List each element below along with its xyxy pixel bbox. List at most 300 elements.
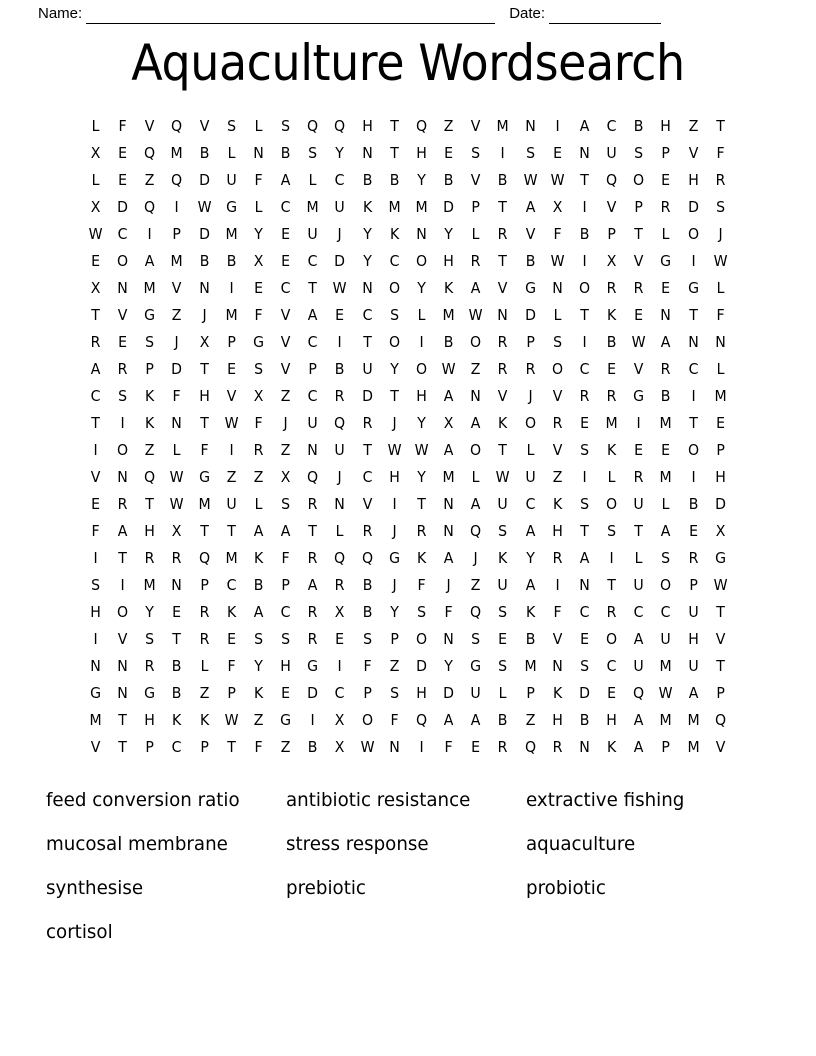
grid-letter[interactable]: R [199,630,210,648]
grid-letter[interactable]: K [525,603,535,621]
grid-letter[interactable]: U [226,171,237,189]
grid-letter[interactable]: N [198,279,210,297]
grid-letter[interactable]: T [199,414,209,432]
grid-letter[interactable]: T [308,279,318,297]
grid-letter[interactable]: V [172,279,182,297]
grid-letter[interactable]: I [582,198,587,216]
grid-letter[interactable]: R [661,198,671,216]
grid-letter[interactable]: N [416,225,427,243]
grid-letter[interactable]: X [90,144,101,162]
grid-letter[interactable]: Z [145,441,155,459]
grid-letter[interactable]: F [281,549,290,567]
grid-letter[interactable]: M [306,198,319,216]
grid-letter[interactable]: Q [714,711,726,729]
grid-letter[interactable]: H [687,171,699,189]
grid-letter[interactable]: A [471,711,481,729]
grid-letter[interactable]: X [90,279,101,297]
grid-letter[interactable]: W [468,306,483,324]
word-list-item[interactable]: mucosal membrane [46,833,228,855]
grid-letter[interactable]: M [143,279,156,297]
grid-letter[interactable]: R [498,333,508,351]
grid-letter[interactable]: E [580,414,590,432]
grid-letter[interactable]: W [441,360,456,378]
grid-letter[interactable]: A [443,441,454,459]
grid-letter[interactable]: N [443,630,455,648]
grid-letter[interactable]: V [498,387,508,405]
grid-letter[interactable]: T [580,306,589,324]
grid-letter[interactable]: W [631,333,646,351]
grid-letter[interactable]: K [498,414,508,432]
grid-letter[interactable]: W [333,279,348,297]
grid-letter[interactable]: T [498,198,508,216]
grid-letter[interactable]: V [145,117,155,135]
grid-letter[interactable]: O [470,441,482,459]
grid-letter[interactable]: E [661,441,671,459]
grid-letter[interactable]: U [362,360,373,378]
grid-letter[interactable]: I [582,468,587,486]
grid-letter[interactable]: O [687,441,699,459]
grid-letter[interactable]: Q [361,549,373,567]
grid-letter[interactable]: M [605,414,618,432]
word-list-item[interactable]: cortisol [46,921,113,943]
grid-letter[interactable]: J [473,549,478,567]
grid-letter[interactable]: T [390,144,399,162]
word-list-item[interactable]: extractive fishing [526,789,685,811]
grid-letter[interactable]: B [362,576,373,594]
grid-letter[interactable]: W [659,684,674,702]
grid-letter[interactable]: T [145,495,155,513]
grid-letter[interactable]: T [91,306,100,324]
grid-letter[interactable]: E [607,360,617,378]
grid-letter[interactable]: Q [633,684,645,702]
grid-letter[interactable]: S [715,198,725,216]
grid-letter[interactable]: B [498,171,508,189]
grid-letter[interactable]: J [446,576,451,594]
grid-letter[interactable]: B [253,576,264,594]
grid-letter[interactable]: P [308,360,318,378]
grid-letter[interactable]: D [361,387,373,405]
grid-letter[interactable]: X [335,711,345,729]
name-input-line[interactable] [86,9,495,24]
grid-letter[interactable]: P [145,360,155,378]
grid-letter[interactable]: K [145,387,155,405]
grid-letter[interactable]: E [254,279,264,297]
grid-letter[interactable]: Y [417,414,426,432]
grid-letter[interactable]: M [415,198,428,216]
grid-letter[interactable]: N [497,306,509,324]
grid-letter[interactable]: K [253,549,264,567]
grid-letter[interactable]: T [118,711,128,729]
grid-letter[interactable]: Y [335,144,345,162]
grid-letter[interactable]: I [229,441,234,459]
grid-letter[interactable]: T [362,333,372,351]
grid-letter[interactable]: V [688,144,699,162]
grid-letter[interactable]: L [254,117,263,135]
grid-letter[interactable]: I [636,414,641,432]
grid-letter[interactable]: X [715,522,726,540]
grid-letter[interactable]: O [606,630,618,648]
grid-letter[interactable]: Z [525,711,536,729]
grid-letter[interactable]: M [89,711,102,729]
grid-letter[interactable]: V [90,738,101,756]
grid-letter[interactable]: F [254,738,263,756]
grid-letter[interactable]: C [661,603,671,621]
grid-letter[interactable]: M [659,414,673,432]
grid-letter[interactable]: S [389,306,399,324]
grid-letter[interactable]: B [443,171,454,189]
grid-letter[interactable]: B [226,252,237,270]
grid-letter[interactable]: M [687,711,700,729]
grid-letter[interactable]: E [661,171,671,189]
grid-letter[interactable]: Z [389,657,400,675]
grid-letter[interactable]: R [172,549,182,567]
grid-letter[interactable]: S [145,630,155,648]
grid-letter[interactable]: S [525,144,535,162]
grid-letter[interactable]: Q [470,522,482,540]
grid-letter[interactable]: O [687,225,699,243]
grid-letter[interactable]: F [254,414,263,432]
grid-letter[interactable]: E [471,738,481,756]
grid-letter[interactable]: A [117,522,128,540]
grid-letter[interactable]: N [715,333,726,351]
grid-letter[interactable]: N [389,738,400,756]
grid-letter[interactable]: Z [471,360,481,378]
grid-letter[interactable]: J [337,468,343,486]
grid-letter[interactable]: F [444,738,453,756]
grid-letter[interactable]: R [308,549,318,567]
grid-letter[interactable]: R [308,495,318,513]
grid-letter[interactable]: K [253,684,264,702]
grid-letter[interactable]: L [526,441,535,459]
grid-letter[interactable]: P [390,630,399,648]
grid-letter[interactable]: V [280,333,291,351]
grid-letter[interactable]: O [388,279,400,297]
grid-letter[interactable]: W [224,711,239,729]
grid-letter[interactable]: U [226,495,237,513]
grid-letter[interactable]: W [387,441,402,459]
grid-letter[interactable]: U [606,144,617,162]
grid-letter[interactable]: A [280,171,291,189]
grid-letter[interactable]: I [555,117,560,135]
grid-letter[interactable]: L [227,144,236,162]
grid-letter[interactable]: B [579,225,590,243]
grid-letter[interactable]: V [634,252,644,270]
grid-letter[interactable]: Z [280,387,291,405]
grid-letter[interactable]: F [444,603,453,621]
grid-letter[interactable]: X [280,468,291,486]
grid-letter[interactable]: L [173,441,181,459]
grid-letter[interactable]: Z [226,468,237,486]
grid-letter[interactable]: R [498,225,508,243]
grid-letter[interactable]: E [281,252,291,270]
grid-letter[interactable]: N [660,306,672,324]
grid-letter[interactable]: N [579,144,590,162]
grid-letter[interactable]: R [145,657,155,675]
grid-letter[interactable]: M [170,144,184,162]
grid-letter[interactable]: I [120,414,125,432]
grid-letter[interactable]: E [498,630,508,648]
grid-letter[interactable]: V [552,441,563,459]
grid-letter[interactable]: R [606,387,617,405]
grid-letter[interactable]: Y [145,603,155,621]
grid-letter[interactable]: H [361,117,373,135]
grid-letter[interactable]: N [361,279,373,297]
grid-letter[interactable]: K [145,414,155,432]
grid-letter[interactable]: H [144,522,156,540]
grid-letter[interactable]: X [552,198,563,216]
grid-letter[interactable]: U [470,684,482,702]
grid-letter[interactable]: E [688,522,698,540]
grid-letter[interactable]: U [633,495,645,513]
grid-letter[interactable]: T [227,738,236,756]
grid-letter[interactable]: B [498,711,508,729]
grid-letter[interactable]: W [713,576,728,594]
grid-letter[interactable]: S [417,603,427,621]
grid-letter[interactable]: M [659,711,673,729]
grid-letter[interactable]: C [335,684,345,702]
grid-letter[interactable]: O [606,495,618,513]
grid-letter[interactable]: P [227,333,236,351]
grid-letter[interactable]: P [199,576,209,594]
grid-letter[interactable]: F [254,306,263,324]
grid-letter[interactable]: W [523,171,538,189]
grid-letter[interactable]: K [416,549,427,567]
grid-letter[interactable]: I [93,630,98,648]
grid-letter[interactable]: Z [443,117,454,135]
grid-letter[interactable]: N [579,576,590,594]
grid-letter[interactable]: H [416,684,427,702]
grid-letter[interactable]: B [443,333,454,351]
grid-letter[interactable]: S [389,684,399,702]
grid-letter[interactable]: U [633,657,645,675]
grid-letter[interactable]: K [389,225,400,243]
grid-letter[interactable]: O [361,711,373,729]
grid-letter[interactable]: L [200,657,209,675]
grid-letter[interactable]: N [334,495,346,513]
grid-letter[interactable]: I [582,333,587,351]
grid-letter[interactable]: Y [417,171,426,189]
grid-letter[interactable]: T [580,171,589,189]
grid-letter[interactable]: A [443,711,454,729]
grid-letter[interactable]: B [199,252,210,270]
grid-letter[interactable]: S [552,333,562,351]
grid-letter[interactable]: N [443,495,455,513]
grid-letter[interactable]: Z [552,468,563,486]
grid-letter[interactable]: K [498,549,508,567]
grid-letter[interactable]: Y [254,657,263,675]
grid-letter[interactable]: C [280,603,291,621]
grid-letter[interactable]: Q [144,144,156,162]
grid-letter[interactable]: O [416,252,428,270]
grid-letter[interactable]: N [470,387,482,405]
grid-letter[interactable]: J [392,414,397,432]
grid-letter[interactable]: S [580,441,590,459]
grid-letter[interactable]: F [200,441,209,459]
grid-letter[interactable]: I [419,333,424,351]
grid-letter[interactable]: C [226,576,237,594]
grid-letter[interactable]: H [552,522,563,540]
grid-letter[interactable]: B [199,144,210,162]
grid-letter[interactable]: Q [416,117,428,135]
grid-letter[interactable]: W [550,252,565,270]
grid-letter[interactable]: R [145,549,155,567]
grid-letter[interactable]: S [661,549,671,567]
grid-letter[interactable]: W [88,225,103,243]
grid-letter[interactable]: L [553,306,562,324]
grid-letter[interactable]: J [202,306,207,324]
grid-letter[interactable]: O [524,414,536,432]
grid-letter[interactable]: D [687,198,699,216]
grid-letter[interactable]: Z [145,171,155,189]
grid-letter[interactable]: R [199,603,210,621]
grid-letter[interactable]: K [607,738,617,756]
grid-letter[interactable]: S [91,576,101,594]
grid-letter[interactable]: R [552,738,563,756]
grid-letter[interactable]: V [471,171,481,189]
grid-letter[interactable]: P [661,738,671,756]
grid-letter[interactable]: L [417,306,426,324]
grid-letter[interactable]: R [525,360,536,378]
grid-letter[interactable]: O [551,360,563,378]
grid-letter[interactable]: B [335,360,345,378]
word-list-item[interactable]: prebiotic [286,877,366,899]
grid-letter[interactable]: P [525,684,535,702]
grid-letter[interactable]: L [254,495,263,513]
grid-letter[interactable]: T [390,387,399,405]
grid-letter[interactable]: R [471,252,481,270]
grid-letter[interactable]: C [307,252,318,270]
grid-letter[interactable]: C [579,603,590,621]
grid-letter[interactable]: B [606,333,617,351]
grid-letter[interactable]: M [714,387,727,405]
grid-letter[interactable]: E [172,603,182,621]
grid-letter[interactable]: Q [198,549,210,567]
grid-letter[interactable]: O [117,252,129,270]
grid-letter[interactable]: B [525,630,536,648]
grid-letter[interactable]: Q [144,198,156,216]
grid-letter[interactable]: V [715,738,726,756]
grid-letter[interactable]: R [579,387,590,405]
grid-letter[interactable]: A [525,522,536,540]
grid-letter[interactable]: S [254,360,264,378]
grid-letter[interactable]: I [174,198,180,216]
grid-letter[interactable]: A [579,549,590,567]
grid-letter[interactable]: F [716,306,725,324]
grid-letter[interactable]: U [334,198,346,216]
grid-letter[interactable]: V [90,468,101,486]
grid-letter[interactable]: D [307,684,319,702]
grid-letter[interactable]: B [172,657,182,675]
grid-letter[interactable]: X [253,387,264,405]
grid-letter[interactable]: H [606,711,618,729]
grid-letter[interactable]: D [579,684,590,702]
grid-letter[interactable]: D [334,252,346,270]
grid-letter[interactable]: G [280,711,292,729]
grid-letter[interactable]: U [307,414,319,432]
grid-letter[interactable]: E [91,495,101,513]
grid-letter[interactable]: E [634,306,644,324]
grid-letter[interactable]: Z [280,738,291,756]
grid-letter[interactable]: R [308,603,318,621]
grid-letter[interactable]: T [498,252,508,270]
grid-letter[interactable]: M [687,738,700,756]
grid-letter[interactable]: B [688,495,699,513]
grid-letter[interactable]: V [715,630,726,648]
grid-letter[interactable]: S [634,144,644,162]
grid-letter[interactable]: T [172,630,182,648]
grid-letter[interactable]: N [579,738,590,756]
grid-letter[interactable]: B [362,171,373,189]
grid-letter[interactable]: G [225,198,237,216]
grid-letter[interactable]: H [280,657,292,675]
grid-letter[interactable]: O [579,279,591,297]
grid-letter[interactable]: S [226,117,236,135]
grid-letter[interactable]: X [172,522,182,540]
grid-letter[interactable]: Q [307,117,319,135]
grid-letter[interactable]: J [718,225,723,243]
grid-letter[interactable]: E [661,279,671,297]
grid-letter[interactable]: U [307,225,319,243]
grid-letter[interactable]: D [524,306,536,324]
grid-letter[interactable]: M [524,657,537,675]
grid-letter[interactable]: I [500,144,506,162]
grid-letter[interactable]: S [308,144,318,162]
grid-letter[interactable]: W [414,441,429,459]
grid-letter[interactable]: M [442,306,455,324]
word-list-item[interactable]: probiotic [526,877,606,899]
grid-letter[interactable]: A [308,576,318,594]
grid-letter[interactable]: G [660,252,672,270]
grid-letter[interactable]: G [144,306,156,324]
grid-letter[interactable]: R [688,549,699,567]
grid-letter[interactable]: E [580,630,590,648]
grid-letter[interactable]: Q [606,171,618,189]
grid-letter[interactable]: W [170,495,185,513]
grid-letter[interactable]: N [361,144,373,162]
grid-letter[interactable]: P [688,576,698,594]
grid-letter[interactable]: H [552,711,563,729]
grid-letter[interactable]: U [633,576,645,594]
grid-letter[interactable]: V [362,495,373,513]
grid-letter[interactable]: F [553,603,562,621]
date-input-line[interactable] [549,9,661,24]
grid-letter[interactable]: E [634,441,644,459]
grid-letter[interactable]: G [253,333,265,351]
grid-letter[interactable]: N [117,684,129,702]
grid-letter[interactable]: L [634,549,643,567]
grid-letter[interactable]: G [687,279,699,297]
grid-letter[interactable]: A [525,576,536,594]
grid-letter[interactable]: C [280,198,291,216]
grid-letter[interactable]: C [579,360,590,378]
grid-letter[interactable]: S [580,495,590,513]
grid-letter[interactable]: Z [280,441,291,459]
grid-letter[interactable]: P [607,225,616,243]
grid-letter[interactable]: K [607,441,617,459]
grid-letter[interactable]: T [227,522,236,540]
grid-letter[interactable]: O [470,333,482,351]
grid-letter[interactable]: C [307,387,318,405]
grid-letter[interactable]: U [497,495,509,513]
grid-letter[interactable]: Q [524,738,536,756]
grid-letter[interactable]: R [715,171,726,189]
grid-letter[interactable]: R [634,468,644,486]
grid-letter[interactable]: P [145,738,155,756]
grid-letter[interactable]: I [392,495,397,513]
grid-letter[interactable]: V [280,360,291,378]
grid-letter[interactable]: I [419,738,424,756]
grid-letter[interactable]: P [471,198,481,216]
